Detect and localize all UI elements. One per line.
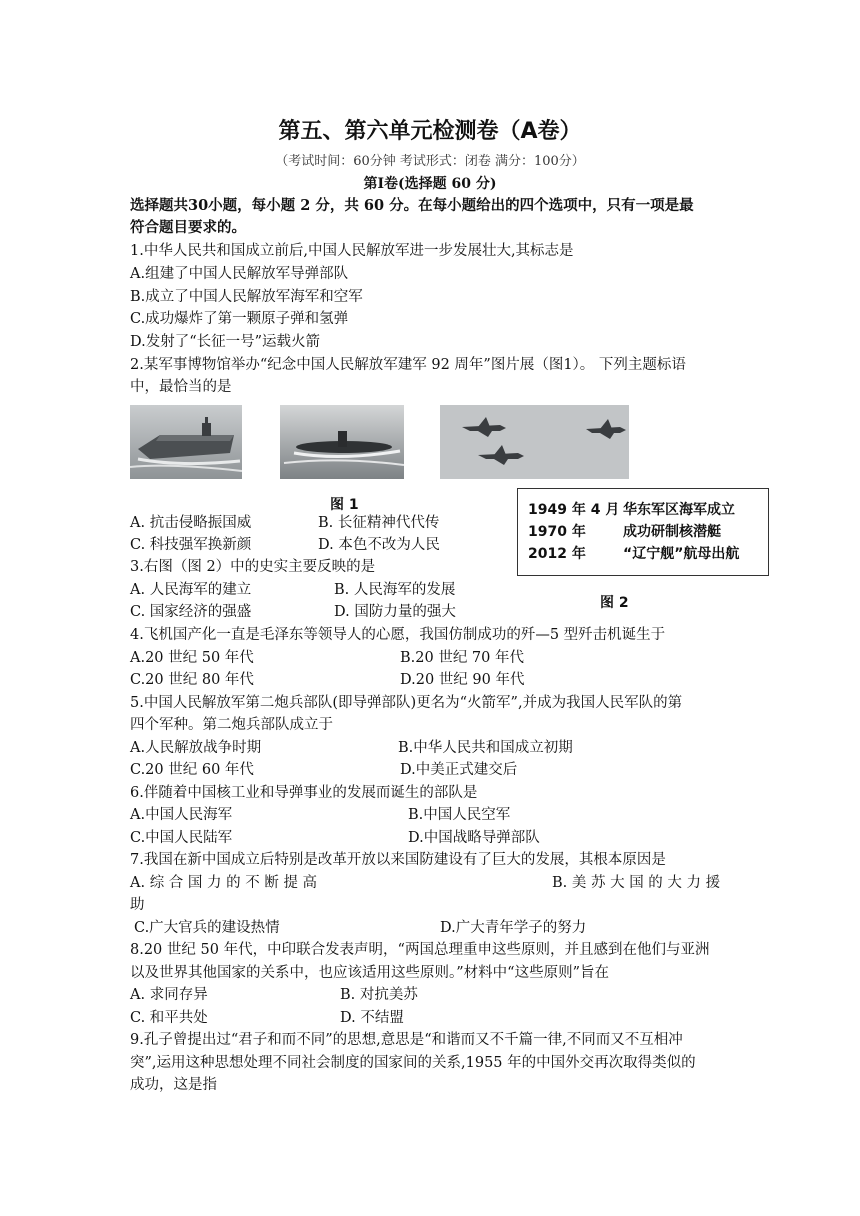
q8-stem-1: 8.20 世纪 50 年代，中印联合发表声明，“两国总理重申这些原则，并且感到在他们与亚洲 [130,942,710,958]
section-heading: 第Ⅰ卷(选择题 60 分) [363,176,497,192]
q6-option-b: B.中国人民空军 [408,807,511,823]
figure-2-event: 华东军区海军成立 [623,502,735,518]
q3-stem: 3.右图（图 2）中的史实主要反映的是 [130,559,376,575]
q7-option-b-continued: 助 [130,897,145,913]
q3-option-d: D. 国防力量的强大 [334,604,456,620]
q8-option-b: B. 对抗美苏 [340,987,418,1003]
q4-stem: 4.飞机国产化一直是毛泽东等领导人的心愿，我国仿制成功的歼—5 型歼击机诞生于 [130,627,666,643]
fighter-jets-photo [440,405,629,479]
q4-option-c: C.20 世纪 80 年代 [130,672,254,688]
q6-option-c: C.中国人民陆军 [130,830,233,846]
exam-info: （考试时间：60分钟 考试形式：闭卷 满分：100分） [275,154,585,169]
q4-option-d: D.20 世纪 90 年代 [400,672,525,688]
q3-option-c: C. 国家经济的强盛 [130,604,252,620]
q7-option-b: B. 美 苏 大 国 的 大 力 援 [552,875,721,891]
figure-2-row [528,543,739,563]
figure-2-event: 成功研制核潜艇 [623,524,721,540]
figure-2-year: 1970 年 [528,524,586,540]
figure-2-caption: 图 2 [600,595,629,611]
q3-option-b: B. 人民海军的发展 [334,582,456,598]
aircraft-carrier-photo [130,405,242,479]
q1-option-d: D.发射了“长征一号”运载火箭 [130,334,321,350]
figure-2-row [528,499,735,519]
q2-stem-1: 2.某军事博物馆举办“纪念中国人民解放军建军 92 周年”图片展（图1）。 下列主题标语 [130,357,686,373]
q3-option-a: A. 人民海军的建立 [130,582,252,598]
q9-stem-1: 9.孔子曾提出过“君子和而不同”的思想,意思是“和谐而又不千篇一律,不同而又不互相冲 [130,1032,683,1048]
figure-2-year: 1949 年 4 月 [528,502,620,518]
q4-option-b: B.20 世纪 70 年代 [400,650,524,666]
q1-stem: 1.中华人民共和国成立前后,中国人民解放军进一步发展壮大,其标志是 [130,243,574,259]
q6-option-d: D.中国战略导弹部队 [408,830,540,846]
q2-option-b: B. 长征精神代代传 [318,515,440,531]
q5-option-b: B.中华人民共和国成立初期 [398,740,573,756]
q9-stem-3: 成功，这是指 [130,1077,217,1093]
q9-stem-2: 突”,运用这种思想处理不同社会制度的国家间的关系,1955 年的中国外交再次取得类似的 [130,1055,696,1071]
figure-2-row [528,521,721,541]
figure-2-event: “辽宁舰”航母出航 [623,546,740,562]
figure-1-caption: 图 1 [330,497,359,513]
q2-option-d: D. 本色不改为人民 [318,537,440,553]
figure-2-year: 2012 年 [528,546,586,562]
q5-stem-1: 5.中国人民解放军第二炮兵部队(即导弹部队)更名为“火箭军”,并成为我国人民军队的第 [130,695,683,711]
q1-option-c: C.成功爆炸了第一颗原子弹和氢弹 [130,311,349,327]
q8-option-a: A. 求同存异 [130,987,208,1003]
instructions-line-1: 选择题共30小题，每小题 2 分，共 60 分。在每小题给出的四个选项中，只有一项是最 [130,197,694,214]
q1-option-a: A.组建了中国人民解放军导弹部队 [130,266,349,282]
q5-stem-2: 四个军种。第二炮兵部队成立于 [130,717,333,733]
instructions-line-2: 符合题目要求的。 [130,219,246,236]
submarine-photo [280,405,404,479]
q7-option-d: D.广大青年学子的努力 [440,920,587,936]
q8-stem-2: 以及世界其他国家的关系中，也应该适用这些原则。”材料中“这些原则”旨在 [130,965,609,981]
q4-option-a: A.20 世纪 50 年代 [130,650,254,666]
q2-stem-2: 中，最恰当的是 [130,379,232,395]
q1-option-b: B.成立了中国人民解放军海军和空军 [130,289,363,305]
q2-option-a: A. 抗击侵略振国威 [130,515,252,531]
page-title: 第五、第六单元检测卷（A卷） [278,119,582,144]
q7-option-c: C.广大官兵的建设热情 [134,920,280,936]
q2-option-c: C. 科技强军换新颜 [130,537,252,553]
q8-option-c: C. 和平共处 [130,1010,208,1026]
q5-option-a: A.人民解放战争时期 [130,740,262,756]
q7-stem: 7.我国在新中国成立后特别是改革开放以来国防建设有了巨大的发展，其根本原因是 [130,852,666,868]
q6-stem: 6.伴随着中国核工业和导弹事业的发展而诞生的部队是 [130,785,478,801]
q6-option-a: A.中国人民海军 [130,807,233,823]
figure-2-box [517,488,769,576]
q7-option-a: A. 综 合 国 力 的 不 断 提 高 [130,875,318,891]
q5-option-d: D.中美正式建交后 [400,762,518,778]
q5-option-c: C.20 世纪 60 年代 [130,762,254,778]
q8-option-d: D. 不结盟 [340,1010,404,1026]
